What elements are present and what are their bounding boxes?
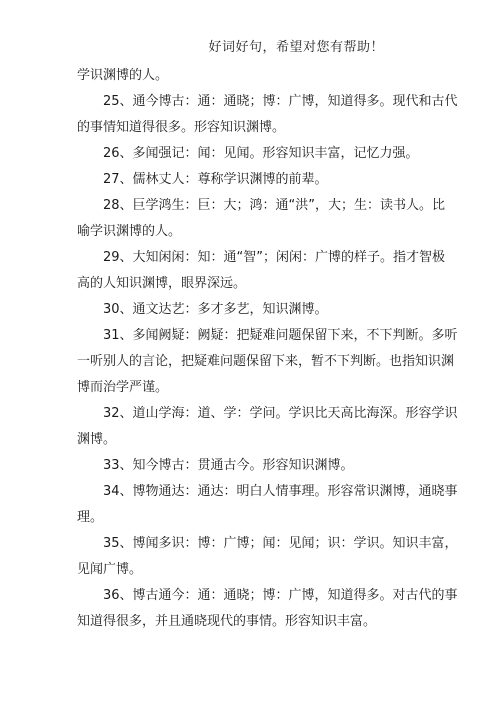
entry-first-line: 26、多闻强记：闻：见闻。形容知识丰富，记忆力强。 bbox=[103, 146, 419, 161]
entry-first-line: 29、大知闲闲：知：通“智”；闲闲：广博的样子。指才智极 bbox=[103, 250, 446, 265]
entry-first-line: 27、儒林丈人：尊称学识渊博的前辈。 bbox=[103, 172, 328, 187]
idiom-entry-36 bbox=[77, 583, 458, 635]
entry-continuation-line: 喻学识渊博的人。 bbox=[77, 224, 182, 239]
page-header: 好词好句，希望对您有帮助！ bbox=[208, 40, 384, 55]
idiom-entry-30 bbox=[77, 297, 427, 323]
entry-first-line: 31、多闻阙疑：阙疑：把疑难问题保留下来，不下判断。多听 bbox=[103, 328, 458, 343]
idiom-entry-28 bbox=[77, 193, 446, 245]
idiom-entry-27 bbox=[77, 167, 427, 193]
entry-list bbox=[77, 89, 458, 635]
entry-continuation-line: 博而治学严谨。 bbox=[77, 380, 169, 395]
idiom-entry-26 bbox=[77, 141, 427, 167]
entry-first-line: 33、知今博古：贯通古今。形容知识渊博。 bbox=[103, 458, 354, 473]
entry-continuation-line: 高的人知识渊博，眼界深远。 bbox=[77, 276, 247, 291]
idiom-entry-32 bbox=[77, 401, 458, 453]
entry-continuation-line: 见闻广博。 bbox=[77, 562, 143, 577]
idiom-entry-35 bbox=[77, 531, 458, 583]
entry-continuation-line: 理。 bbox=[77, 510, 104, 525]
idiom-entry-25 bbox=[77, 89, 458, 141]
entry-first-line: 34、博物通达：通达：明白人情事理。形容常识渊博，通晓事 bbox=[103, 484, 458, 499]
idiom-entry-29 bbox=[77, 245, 446, 297]
idiom-entry-31 bbox=[77, 323, 458, 401]
document-body bbox=[77, 63, 458, 635]
entry-continuation-line: 一听别人的言论，把疑难问题保留下来，暂不下判断。也指知识渊 bbox=[77, 354, 455, 369]
continuation-line: 学识渊博的人。 bbox=[77, 68, 169, 83]
entry-continuation-line: 渊博。 bbox=[77, 432, 117, 447]
entry-first-line: 25、通今博古：通：通晓；博：广博，知道得多。现代和古代 bbox=[103, 94, 458, 109]
entry-continuation-line: 的事情知道得很多。形容知识渊博。 bbox=[77, 120, 286, 135]
entry-first-line: 32、道山学海：道、学：学问。学识比天高比海深。形容学识 bbox=[103, 406, 458, 421]
entry-first-line: 28、巨学鸿生：巨：大；鸿：通“洪”，大；生：读书人。比 bbox=[103, 198, 446, 213]
entry-first-line: 36、博古通今：通：通晓；博：广博，知道得多。对古代的事 bbox=[103, 588, 458, 603]
idiom-entry-34 bbox=[77, 479, 458, 531]
idiom-entry-33 bbox=[77, 453, 427, 479]
entry-first-line: 35、博闻多识：博：广博；闻：见闻；识：学识。知识丰富， bbox=[103, 536, 458, 551]
entry-continuation-line: 知道得很多，并且通晓现代的事情。形容知识丰富。 bbox=[77, 614, 377, 629]
entry-first-line: 30、通文达艺：多才多艺，知识渊博。 bbox=[103, 302, 328, 317]
